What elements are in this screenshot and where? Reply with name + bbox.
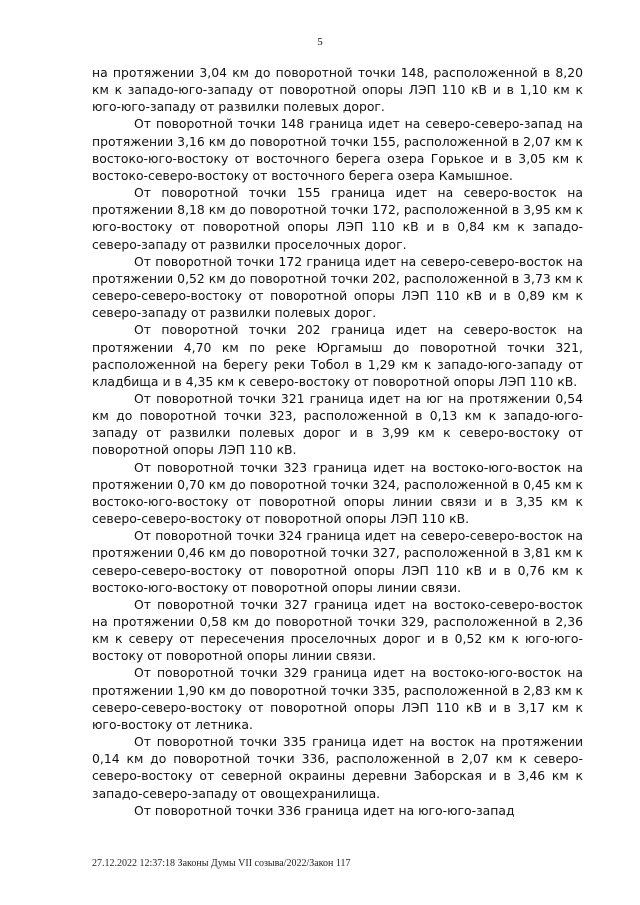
paragraph-continuation: на протяжении 3,04 км до поворотной точки 148, расположенной в 8,20 км к западо-юго-западу от поворотной опоры ЛЭП 110 кВ и в 1,10 км к юго-юго-западу от развилки полевых дорог. (92, 65, 583, 115)
paragraph: От поворотной точки 155 граница идет на северо-восток на протяжении 8,18 км до поворотной точки 172, расположенной в 3,95 км к юго-востоку от поворотной опоры ЛЭП 110 кВ и в 0,84 км к западо-северо-западу от развилки проселочных дорог. (92, 185, 583, 252)
paragraph: От поворотной точки 148 граница идет на северо-северо-запад на протяжении 3,16 км до поворотной точки 155, расположенной в 2,07 км к востоко-юго-востоку от восточного берега озера Горькое и в 3,05 км к востоко-северо-востоку от восточного берега озера Камышное. (92, 116, 583, 183)
paragraph: От поворотной точки 323 граница идет на востоко-юго-восток на протяжении 0,70 км до поворотной точки 324, расположенной в 0,45 км к востоко-юго-востоку от поворотной опоры линии связи и в 3,35 км к северо-северо-востоку от поворотной опоры ЛЭП 110 кВ. (92, 459, 583, 527)
paragraph: От поворотной точки 335 граница идет на восток на протяжении 0,14 км до поворотной точки 336, расположенной в 2,07 км к северо-северо-востоку от северной окраины деревни Заборская и в 3,46 км к западо-северо-западу от овощехранилища. (92, 734, 583, 801)
paragraph: От поворотной точки 327 граница идет на востоко-северо-восток на протяжении 0,58 км до поворотной точки 329, расположенной в 2,36 км к северу от пересечения проселочных дорог и в 0,52 км к юго-юго-востоку от поворотной опоры линии связи. (92, 596, 583, 664)
paragraph: От поворотной точки 329 граница идет на востоко-юго-восток на протяжении 1,90 км до поворотной точки 335, расположенной в 2,83 км к северо-северо-востоку от поворотной опоры ЛЭП 110 кВ и в 3,17 км к юго-востоку от летника. (92, 665, 583, 732)
paragraph: От поворотной точки 324 граница идет на северо-северо-восток на протяжении 0,46 км до поворотной точки 327, расположенной в 3,81 км к северо-северо-востоку от поворотной опоры ЛЭП 110 кВ и в 0,76 км к востоко-юго-востоку от поворотной опоры линии связи. (92, 528, 583, 595)
paragraph: От поворотной точки 172 граница идет на северо-северо-восток на протяжении 0,52 км до поворотной точки 202, расположенной в 3,73 км к северо-северо-востоку от поворотной опоры ЛЭП 110 кВ и в 0,89 км к северо-западу от развилки полевых дорог. (92, 253, 583, 321)
paragraph-truncated: От поворотной точки 336 граница идет на юго-юго-запад (134, 802, 515, 818)
page-number: 5 (317, 36, 323, 48)
document-body (92, 64, 583, 819)
paragraph: От поворотной точки 321 граница идет на юг на протяжении 0,54 км до поворотной точки 323, расположенной в 0,13 км к западо-юго-западу от развилки полевых дорог и в 3,99 км к северо-востоку от поворотной опоры ЛЭП 110 кВ. (92, 390, 583, 458)
document-footer: 27.12.2022 12:37:18 Законы Думы VII созыва/2022/Закон 117 (92, 858, 351, 869)
paragraph: От поворотной точки 202 граница идет на северо-восток на протяжении 4,70 км по реке Юргамыш до поворотной точки 321, расположенной на берегу реки Тобол в 1,29 км к западо-юго-западу от кладбища и в 4,35 км к северо-востоку от поворотной опоры ЛЭП 110 кВ. (92, 322, 583, 389)
